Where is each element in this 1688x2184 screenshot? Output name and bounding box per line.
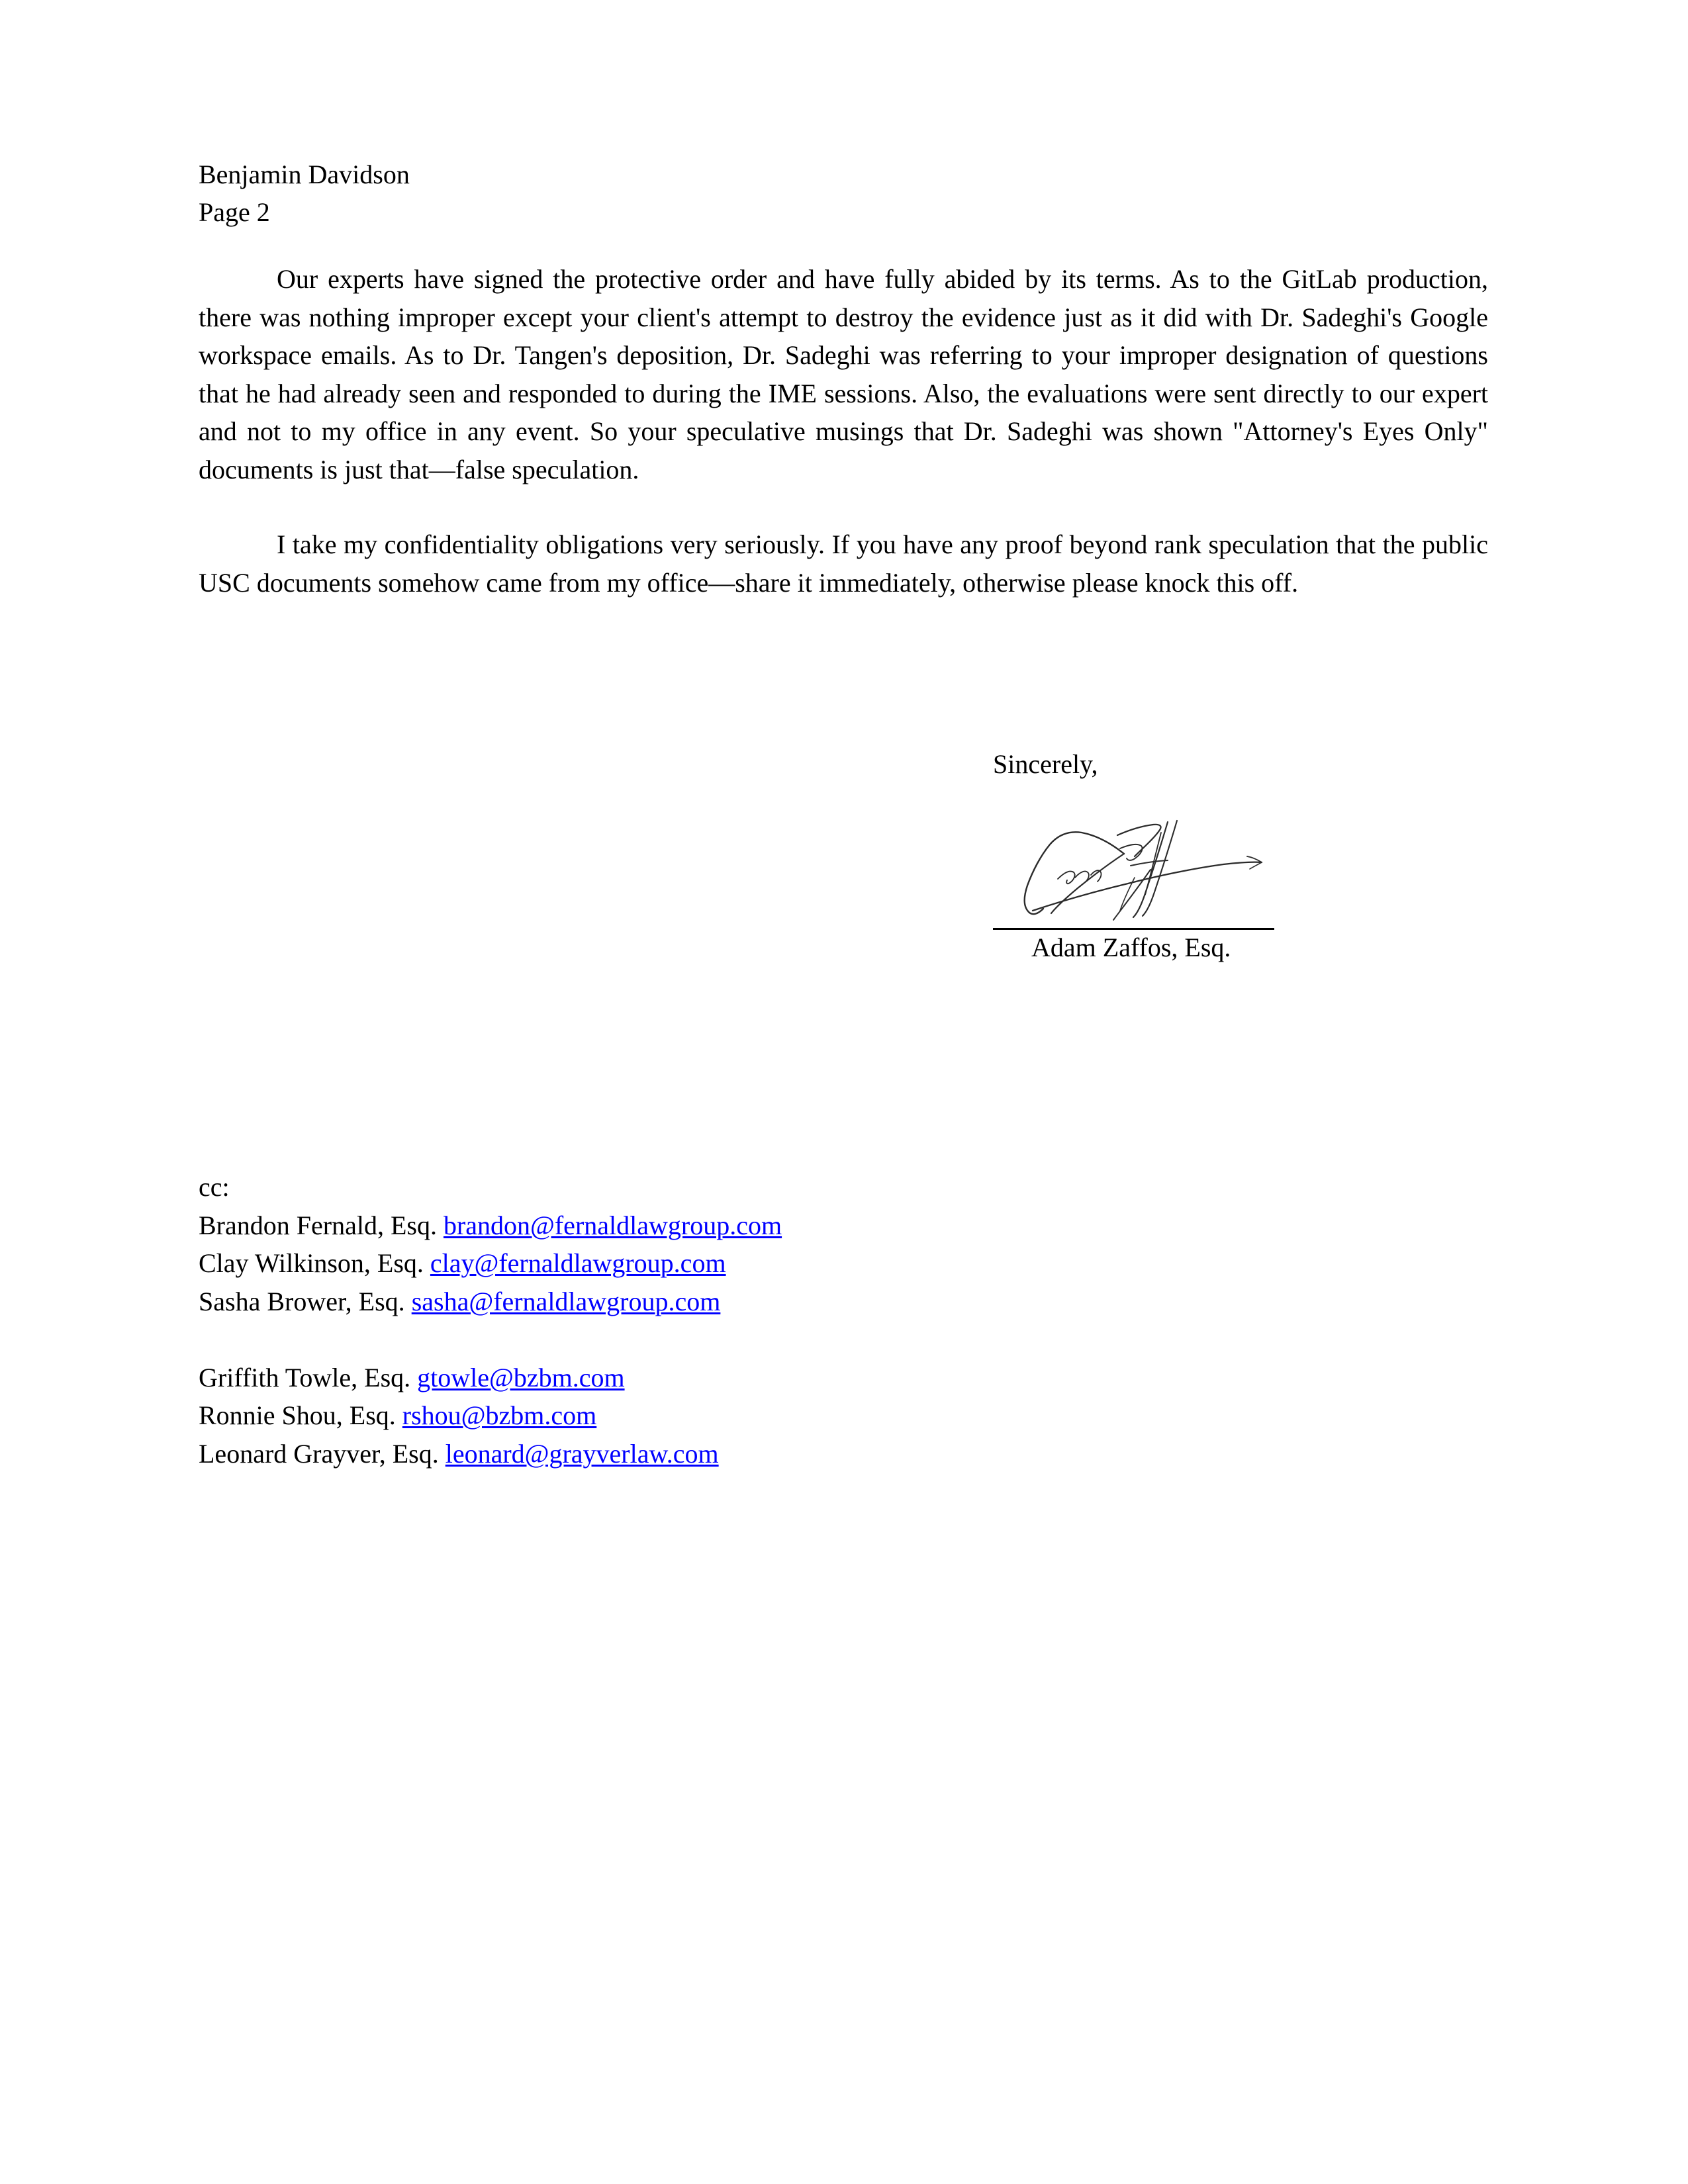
cc-list-item — [199, 1206, 782, 1245]
cc-label: cc: — [199, 1172, 230, 1202]
cc-list-item — [199, 1396, 782, 1435]
closing-salutation: Sincerely, — [993, 749, 1098, 779]
cc-recipient-email-link[interactable]: gtowle@bzbm.com — [417, 1362, 625, 1392]
cc-list — [199, 1168, 782, 1473]
page-number-label: Page 2 — [199, 197, 270, 227]
body-paragraph-1: Our experts have signed the protective order and have fully abided by its terms. As to the GitLab production, there was nothing improper except your client's attempt to destroy the evidence just as it did with Dr. Sadeghi's Google workspace emails. As to Dr. Tangen's deposition, Dr. Sadeghi was referring to your improper designation of questions that he had already seen and responded to during the IME sessions. Also, the evaluations were sent directly to our expert and not to my office in any event. So your speculative musings that Dr. Sadeghi was shown "Attorney's Eyes Only" documents is just that—false speculation. — [199, 264, 1488, 484]
cc-recipient-email-link[interactable]: sasha@fernaldlawgroup.com — [411, 1286, 721, 1316]
cc-recipient-name: Ronnie Shou, Esq. — [199, 1400, 396, 1430]
addressee-name: Benjamin Davidson — [199, 159, 410, 189]
letterhead-continuation-header — [199, 156, 1488, 231]
cc-recipient-email-link[interactable]: leonard@grayverlaw.com — [445, 1438, 719, 1469]
cc-recipient-email-link[interactable]: rshou@bzbm.com — [402, 1400, 597, 1430]
letter-content — [199, 0, 1488, 602]
body-paragraph-2: I take my confidentiality obligations very seriously. If you have any proof beyond rank speculation that the public USC documents somehow came from my office—share it immediately, otherwise please knock this off. — [199, 529, 1488, 598]
cc-list-item — [199, 1244, 782, 1283]
cc-list-item — [199, 1359, 782, 1397]
cc-recipient-name: Clay Wilkinson, Esq. — [199, 1248, 424, 1278]
handwritten-signature-icon — [994, 806, 1279, 925]
signature-block — [993, 747, 1496, 966]
signer-name: Adam Zaffos, Esq. — [1031, 933, 1231, 962]
cc-recipient-name: Griffith Towle, Esq. — [199, 1362, 411, 1392]
cc-recipient-name: Leonard Grayver, Esq. — [199, 1438, 439, 1469]
cc-group-separator — [199, 1320, 782, 1359]
cc-recipient-name: Sasha Brower, Esq. — [199, 1286, 405, 1316]
cc-recipient-email-link[interactable]: brandon@fernaldlawgroup.com — [443, 1210, 782, 1240]
cc-list-item — [199, 1283, 782, 1321]
cc-recipient-email-link[interactable]: clay@fernaldlawgroup.com — [430, 1248, 726, 1278]
cc-recipient-name: Brandon Fernald, Esq. — [199, 1210, 437, 1240]
cc-list-item — [199, 1435, 782, 1473]
